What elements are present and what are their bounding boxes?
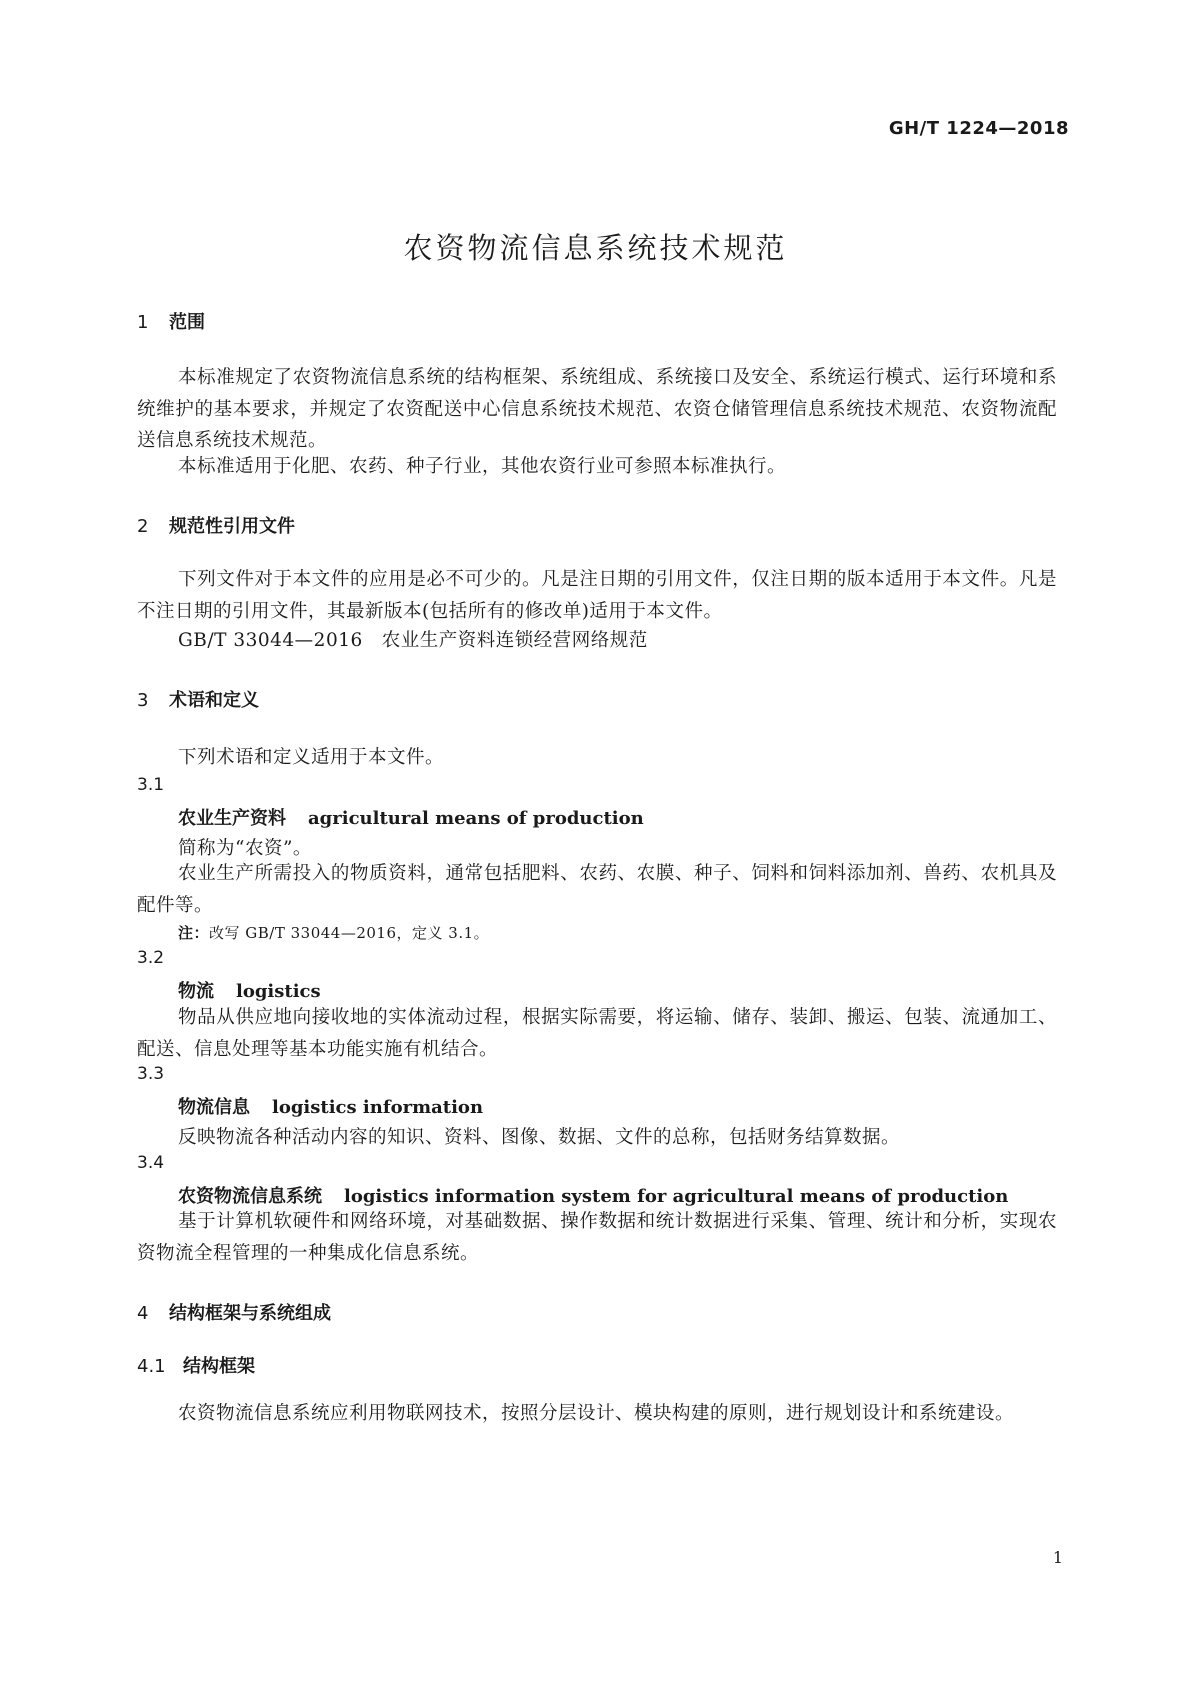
section-title: 结构框架与系统组成 — [169, 1303, 331, 1324]
note — [178, 922, 489, 943]
section-heading-normative-references — [137, 512, 295, 538]
document-title: 农资物流信息系统技术规范 — [403, 231, 788, 265]
section-number: 3 — [137, 690, 149, 711]
term-number: 3.3 — [137, 1064, 165, 1084]
section-number: 1 — [137, 312, 149, 333]
definition: 农业生产所需投入的物质资料，通常包括肥料、农药、农膜、种子、饲料和饲料添加剂、兽药、农机具及配件等。 — [137, 863, 1057, 916]
term-entry — [178, 977, 321, 1003]
term-zh: 物流信息 — [178, 1097, 250, 1118]
paragraph: 农资物流信息系统应利用物联网技术，按照分层设计、模块构建的原则，进行规划设计和系统建设。 — [178, 1403, 1015, 1424]
paragraph: 下列文件对于本文件的应用是必不可少的。凡是注日期的引用文件，仅注日期的版本适用于本文件。凡是不注日期的引用文件，其最新版本(包括所有的修改单)适用于本文件。 — [137, 569, 1057, 622]
paragraph: 本标准规定了农资物流信息系统的结构框架、系统组成、系统接口及安全、系统运行模式、运行环境和系统维护的基本要求，并规定了农资配送中心信息系统技术规范、农资仓储管理信息系统技术规范、农资物流配送信息系统技术规范。 — [137, 367, 1057, 451]
term-zh: 农业生产资料 — [178, 808, 286, 829]
note-text: 改写 GB/T 33044—2016，定义 3.1。 — [209, 924, 490, 942]
term-en: agricultural means of production — [308, 808, 644, 829]
term-en: logistics — [236, 981, 321, 1002]
section-heading-framework — [137, 1299, 331, 1325]
term-entry — [178, 1093, 483, 1119]
page-number: 1 — [1052, 1548, 1063, 1567]
section-title: 术语和定义 — [169, 690, 259, 711]
definition: 简称为“农资”。 — [178, 838, 312, 859]
section-number: 4 — [137, 1303, 149, 1324]
section-title: 规范性引用文件 — [169, 516, 295, 537]
paragraph: 本标准适用于化肥、农药、种子行业，其他农资行业可参照本标准执行。 — [178, 456, 787, 477]
term-en: logistics information system for agricultural means of production — [344, 1186, 1009, 1207]
section-title: 范围 — [169, 312, 205, 333]
term-en: logistics information — [272, 1097, 484, 1118]
paragraph: 下列术语和定义适用于本文件。 — [178, 747, 445, 768]
definition: 基于计算机软硬件和网络环境，对基础数据、操作数据和统计数据进行采集、管理、统计和分析，实现农资物流全程管理的一种集成化信息系统。 — [137, 1211, 1057, 1264]
term-entry — [178, 1182, 1008, 1208]
subsection-title: 结构框架 — [183, 1356, 255, 1377]
term-number: 3.1 — [137, 775, 165, 795]
document-code: GH/T 1224—2018 — [888, 118, 1069, 139]
subsection-number: 4.1 — [137, 1356, 166, 1377]
definition: 物品从供应地向接收地的实体流动过程，根据实际需要，将运输、储存、装卸、搬运、包装、流通加工、配送、信息处理等基本功能实施有机结合。 — [137, 1007, 1057, 1060]
term-zh: 物流 — [178, 981, 214, 1002]
note-label: 注： — [178, 924, 210, 942]
section-heading-terms — [137, 686, 259, 712]
reference-item: GB/T 33044—2016 农业生产资料连锁经营网络规范 — [178, 630, 648, 651]
subsection-heading-framework — [137, 1352, 255, 1378]
term-zh: 农资物流信息系统 — [178, 1186, 322, 1207]
term-entry — [178, 804, 644, 830]
term-number: 3.2 — [137, 948, 165, 968]
section-number: 2 — [137, 516, 149, 537]
section-heading-scope — [137, 308, 205, 334]
term-number: 3.4 — [137, 1153, 165, 1173]
definition: 反映物流各种活动内容的知识、资料、图像、数据、文件的总称，包括财务结算数据。 — [178, 1127, 901, 1148]
